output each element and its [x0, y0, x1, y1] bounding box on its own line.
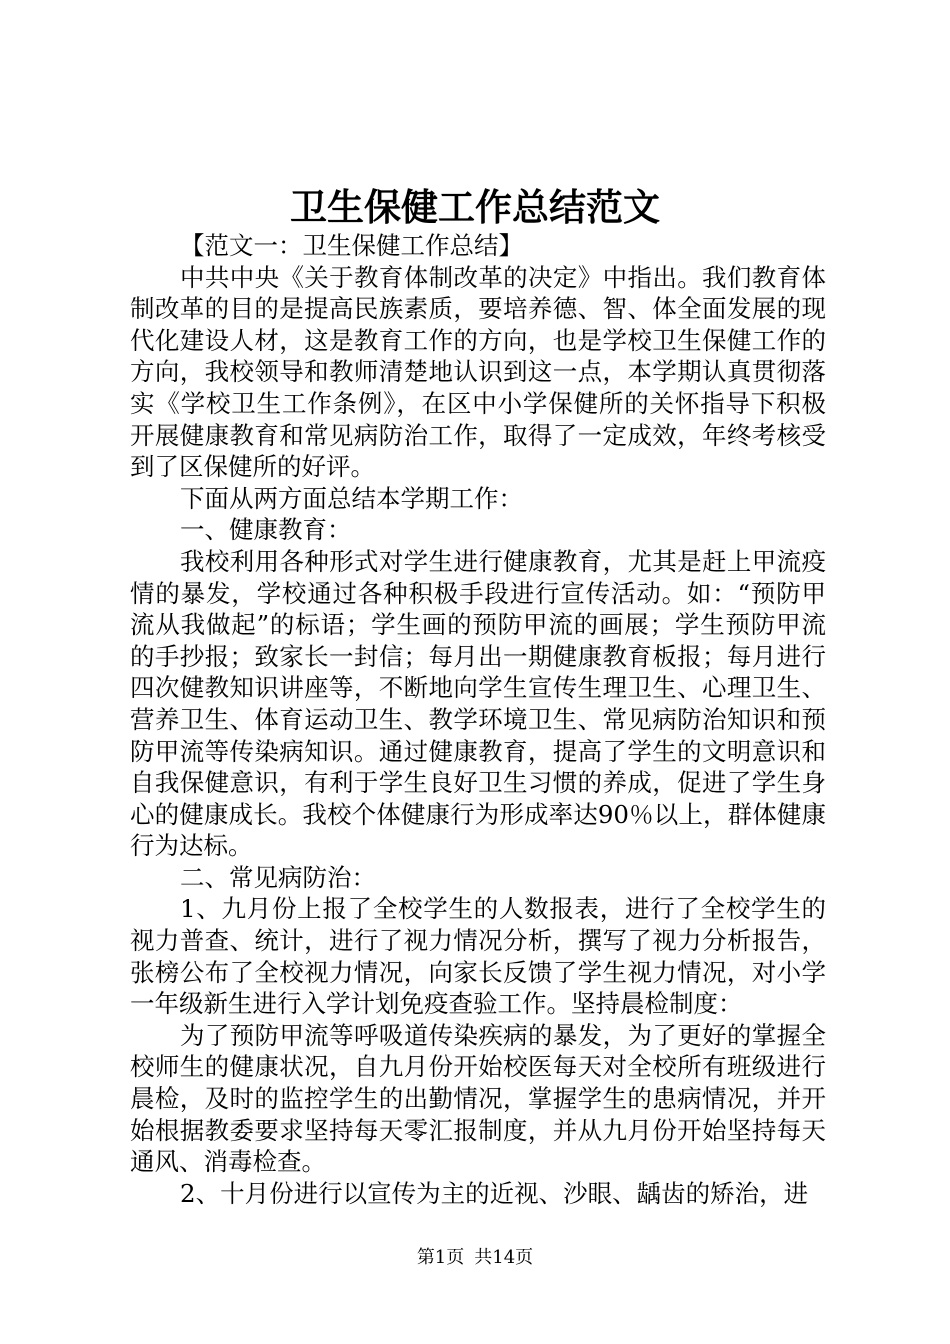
paragraph: 2、十月份进行以宣传为主的近视、沙眼、龋齿的矫治，进 [180, 1178, 809, 1208]
page-total: 共14页 [474, 1247, 534, 1268]
paragraph-heading: 【范文一：卫生保健工作总结】 [180, 231, 523, 260]
page-title: 卫生保健工作总结范文 [290, 185, 660, 229]
paragraph: 1、九月份上报了全校学生的人数报表，进行了全校学生的视力普查、统计，进行了视力情况分析，撰写了视力分析报告，张榜公布了全校视力情况，向家长反馈了学生视力情况，对小学一年级新生进行入学计划免疫查验工作。坚持晨检制度： [130, 894, 826, 1019]
paragraph: 下面从两方面总结本学期工作： [180, 483, 523, 513]
paragraph: 为了预防甲流等呼吸道传染疾病的暴发，为了更好的掌握全校师生的健康状况，自九月份开始校医每天对全校所有班级进行晨检，及时的监控学生的出勤情况，掌握学生的患病情况，并开始根据教委要求坚持每天零汇报制度，并从九月份开始坚持每天通风、消毒检查。 [130, 1020, 826, 1177]
paragraph: 中共中央《关于教育体制改革的决定》中指出。我们教育体制改革的目的是提高民族素质，要培养德、智、体全面发展的现代化建设人材，这是教育工作的方向，也是学校卫生保健工作的方向，我校领导和教师清楚地认识到这一点，本学期认真贯彻落实《学校卫生工作条例》，在区中小学保健所的关怀指导下积极开展健康教育和常见病防治工作，取得了一定成效，年终考核受到了区保健所的好评。 [130, 262, 826, 482]
section-heading: 一、健康教育： [180, 515, 352, 545]
section-heading: 二、常见病防治： [180, 862, 376, 892]
paragraph: 我校利用各种形式对学生进行健康教育，尤其是赶上甲流疫情的暴发，学校通过各种积极手段进行宣传活动。如：“预防甲流从我做起”的标语；学生画的预防甲流的画展；学生预防甲流的手抄报；致家长一封信；每月出一期健康教育板报；每月进行四次健教知识讲座等，不断地向学生宣传生理卫生、心理卫生、营养卫生、体育运动卫生、教学环境卫生、常见病防治知识和预防甲流等传染病知识。通过健康教育，提高了学生的文明意识和自我保健意识，有利于学生良好卫生习惯的养成，促进了学生身心的健康成长。我校个体健康行为形成率达90％以上，群体健康行为达标。 [130, 546, 826, 861]
page-number: 第1页 [416, 1247, 465, 1268]
page-footer [0, 1243, 950, 1269]
document-body [130, 230, 826, 1209]
